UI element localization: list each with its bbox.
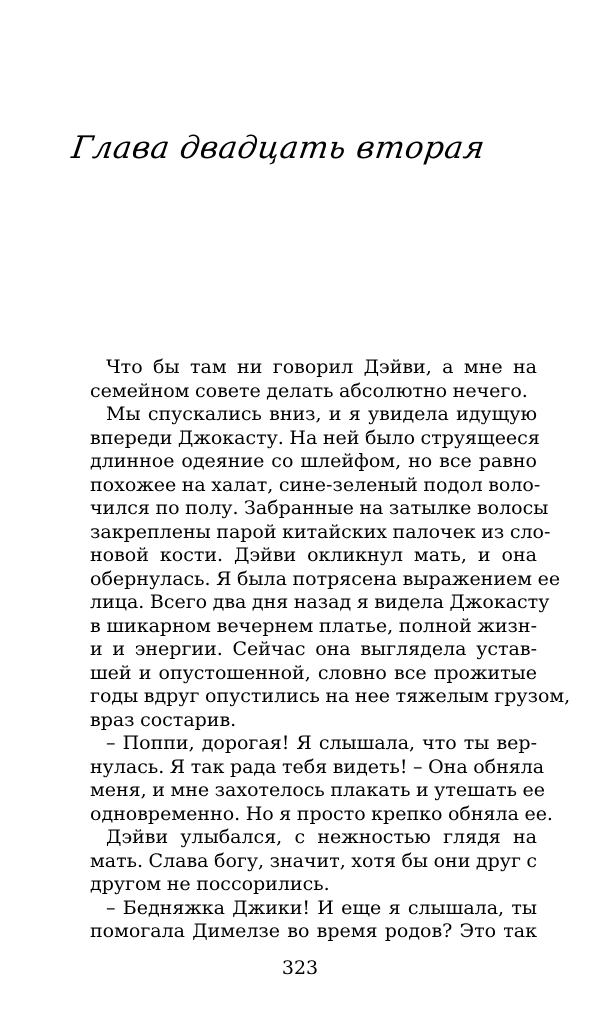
text-line: – Поппи, дорогая! Я слышала, что ты вер- (106, 732, 537, 754)
text-line: в шикарном вечернем платье, полной жизн- (90, 614, 537, 637)
text-line: и и энергии. Сейчас она выглядела устав- (90, 638, 537, 660)
text-line: длинное одеяние со шлейфом, но все равно (90, 450, 537, 472)
text-line: чился по полу. Забранные на затылке волосы (90, 497, 549, 519)
text-line: одновременно. Но я просто крепко обняла ее. (90, 802, 553, 825)
body-text (90, 356, 571, 944)
text-line: Мы спускались вниз, и я увидела идущую (106, 403, 537, 425)
text-line: – Бедняжка Джики! И еще я слышала, ты (106, 896, 537, 919)
text-line: лица. Всего два дня назад я видела Джокасту (90, 591, 550, 613)
text-line: меня, и мне захотелось плакать и утешать ее (90, 779, 545, 801)
text-line: нулась. Я так рада тебя видеть! – Она обняла (90, 755, 545, 778)
text-line: мать. Слава богу, значит, хотя бы они друг с (90, 849, 538, 872)
text-line: шей и опустошенной, словно все прожитые (90, 661, 537, 684)
text-line: другом не поссорились. (90, 873, 330, 895)
text-line: похожее на халат, сине-зеленый подол воло- (90, 473, 541, 496)
text-line: впереди Джокасту. На ней было струящееся (90, 426, 540, 449)
chapter-title: Глава двадцать вторая (69, 130, 488, 166)
text-line: Что бы там ни говорил Дэйви, а мне на (106, 356, 537, 378)
text-line: помогала Димелзе во время родов? Это так (90, 920, 537, 942)
text-line: обернулась. Я была потрясена выражением ее (90, 567, 561, 590)
text-line: семейном совете делать абсолютно нечего. (90, 379, 528, 402)
text-line: закреплены парой китайских палочек из сло- (90, 520, 551, 543)
page-number: 323 (281, 957, 319, 979)
text-line: Дэйви улыбался, с нежностью глядя на (106, 826, 537, 848)
text-line: годы вдруг опустились на нее тяжелым грузом, (90, 685, 571, 707)
text-line: новой кости. Дэйви окликнул мать, и она (90, 544, 537, 566)
text-line: враз состарив. (90, 708, 237, 731)
